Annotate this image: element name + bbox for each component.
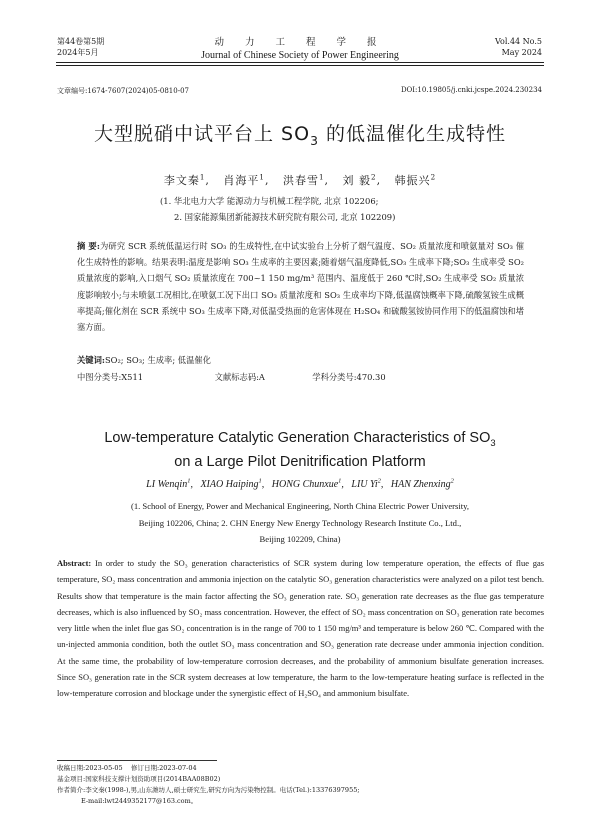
title-cn-sub: 3 [310,133,319,148]
author-cn: 肖海平$^1$ [223,172,265,187]
author-en: HONG Chunxue$^1$ [271,477,342,490]
affiliation-cn: (1. 华北电力大学 能源动力与机械工程学院, 北京 102206; [160,196,379,206]
abstract-en-text: In order to study the SO₃ generation characteristics of SCR system during low temperature operation, the effects of flue gas temperature, SO₂ mass concentration and ammonia injection on the catalytic SO₃ generation characteristics were analyzed on a pilot test bench. Results show that temperature is the main factor affecting the SO₃ generation rate. SO₃ generation rate decreases as the flue gas temperature decreases, which is also influenced by SO₂ mass concentration. However, the effect of SO₂ mass concentration on SO₃ generation rate becomes very little when the inlet flue gas SO₂ concentration is in the range of 700 to 1 150 mg/m³ and temperature is below 260 ℃. Compared with the un-injected ammonia condition, both the outlet SO₃ mass concentration and SO₃ generation rate decrease under ammonia injection condition. At the same time, the probability of low-temperature corrosion decreases, and the probability of ammonium bisulfate generation increases. Since SO₃ generation rate in the SCR system decreases at low temperature, the harm to the low-temperature heating surface is reflected in the low-temperature corrosion and blockage under the synergistic effect of H₂SO₄ and ammonium bisulfate. [57,558,545,699]
doi: DOI:10.19805/j.cnki.jcspe.2024.230234 [400,86,542,94]
journal-name-cn: 动 力 工 程 学 报 [214,37,386,48]
abstract-cn [77,238,524,335]
affiliation-en: Beijing 102209, China) [259,534,341,544]
author-en: HAN Zhenxing$^2$ [390,477,454,490]
author-cn: 洪春雪$^1$ [282,172,325,187]
authors-en: LI Wenqin$^1$, XIAO Haiping$^1$, HONG Chunxue$^1$, LIU Yi$^2$, HAN Zhenxing$^2$ [146,477,454,490]
header-rule-bottom [56,65,544,66]
affiliations-en [90,498,510,548]
author-en: LI Wenqin$^1$ [146,477,191,490]
classification-cn [77,371,524,383]
header-rule-top [56,62,544,63]
affiliation-en: (1. School of Energy, Power and Mechanical Engineering, North China Electric Power University, [130,501,470,511]
title-en-line1: Low-temperature Catalytic Generation Characteristics of $SO_3$ [104,430,496,448]
keywords-cn-label: 关键词: [77,355,105,365]
affiliation-cn: 2. 国家能源集团新能源技术研究院有限公司, 北京 102209) [174,212,396,222]
footnote-author: 作者简介:李文秦(1998-),男,山东潍坊人,硕士研究生,研究方向为污染物控制。电话(Tel.):13376397955; [57,786,360,794]
abstract-en-label: Abstract: [57,558,92,568]
date-en: May 2024 [501,48,542,57]
author-cn: 刘 毅$^2$ [342,172,377,187]
authors-cn: 李文秦$^1$, 肖海平$^1$, 洪春雪$^1$, 刘 毅$^2$, 韩振兴$^2$ [163,172,437,187]
affiliations-cn [160,193,490,225]
journal-name-en: Journal of Chinese Society of Power Engineering [201,50,399,61]
revised-date: 修订日期:2023-07-04 [130,764,197,772]
title-cn-part1: 大型脱硝中试平台上 SO [94,123,311,145]
issue-info-en [495,36,542,58]
footnote-rule [57,760,217,761]
title-cn-part2: 的低温催化生成特性 [318,123,506,145]
footnote-dates [57,763,544,775]
volume-cn: 第44卷第5期 [57,37,105,46]
title-cn [0,119,600,146]
author-cn: 李文秦$^1$ [163,172,206,187]
footnote-fund: 基金项目:国家科技支撑计划资助项目(2014BAA08B02) [57,775,221,783]
title-en-line2: on a Large Pilot Denitrification Platform [174,454,426,470]
volume-en: Vol.44 No.5 [495,37,542,46]
author-en: LIU Yi$^2$ [351,477,381,490]
keywords-cn-text: SO₂; SO₃; 生成率; 低温催化 [104,355,211,365]
footnote-email: E-mail:lwt2449352177@163.com。 [81,797,198,805]
abstract-cn-text: 为研究 SCR 系统低温运行时 SO₃ 的生成特性,在中试实验台上分析了烟气温度、SO₂ 质量浓度和喷氨量对 SO₃ 催化生成特性的影响。结果表明:温度是影响 SO₃ 生成率的主要因素;随着烟气温度降低,SO₃ 生成率下降;SO₃ 生成率受 SO₂ 质量浓度的影响,入口烟气 SO₂ 质量浓度在 700~1 150 mg/m³ 范围内、温度低于 260 ℃时,SO₂ 生成率受 SO₂ 质量浓度影响较小;与未喷氨工况相比,在喷氨工况下出口 SO₃ 质量浓度和 SO₃ 生成率均下降,低温腐蚀概率下降,硫酸氢铵生成概率提高;催化剂在 SCR 系统中 SO₃ 生成率下降,对低温受热面的危害体现在 H₂SO₄ 和硫酸氢铵协同作用下的低温腐蚀和堵塞方面。 [77,241,524,333]
author-en: XIAO Haiping$^1$ [200,477,262,490]
date-cn: 2024年5月 [57,48,99,57]
received-date: 收稿日期:2023-05-05 [57,764,123,772]
clc-number: 中图分类号:X511 [77,372,144,382]
keywords-cn [77,354,524,366]
affiliation-en: Beijing 102206, China; 2. CHN Energy New Energy Technology Research Institute Co., Ltd., [138,517,462,528]
article-number: 文章编号:1674-7607(2024)05-0810-07 [57,87,189,95]
author-cn: 韩振兴$^2$ [394,172,437,187]
abstract-cn-label: 摘 要: [77,241,100,251]
document-code: 文献标志码:A [214,372,265,382]
abstract-en [57,555,544,702]
subject-code: 学科分类号:470.30 [312,372,386,382]
title-en [0,426,600,474]
